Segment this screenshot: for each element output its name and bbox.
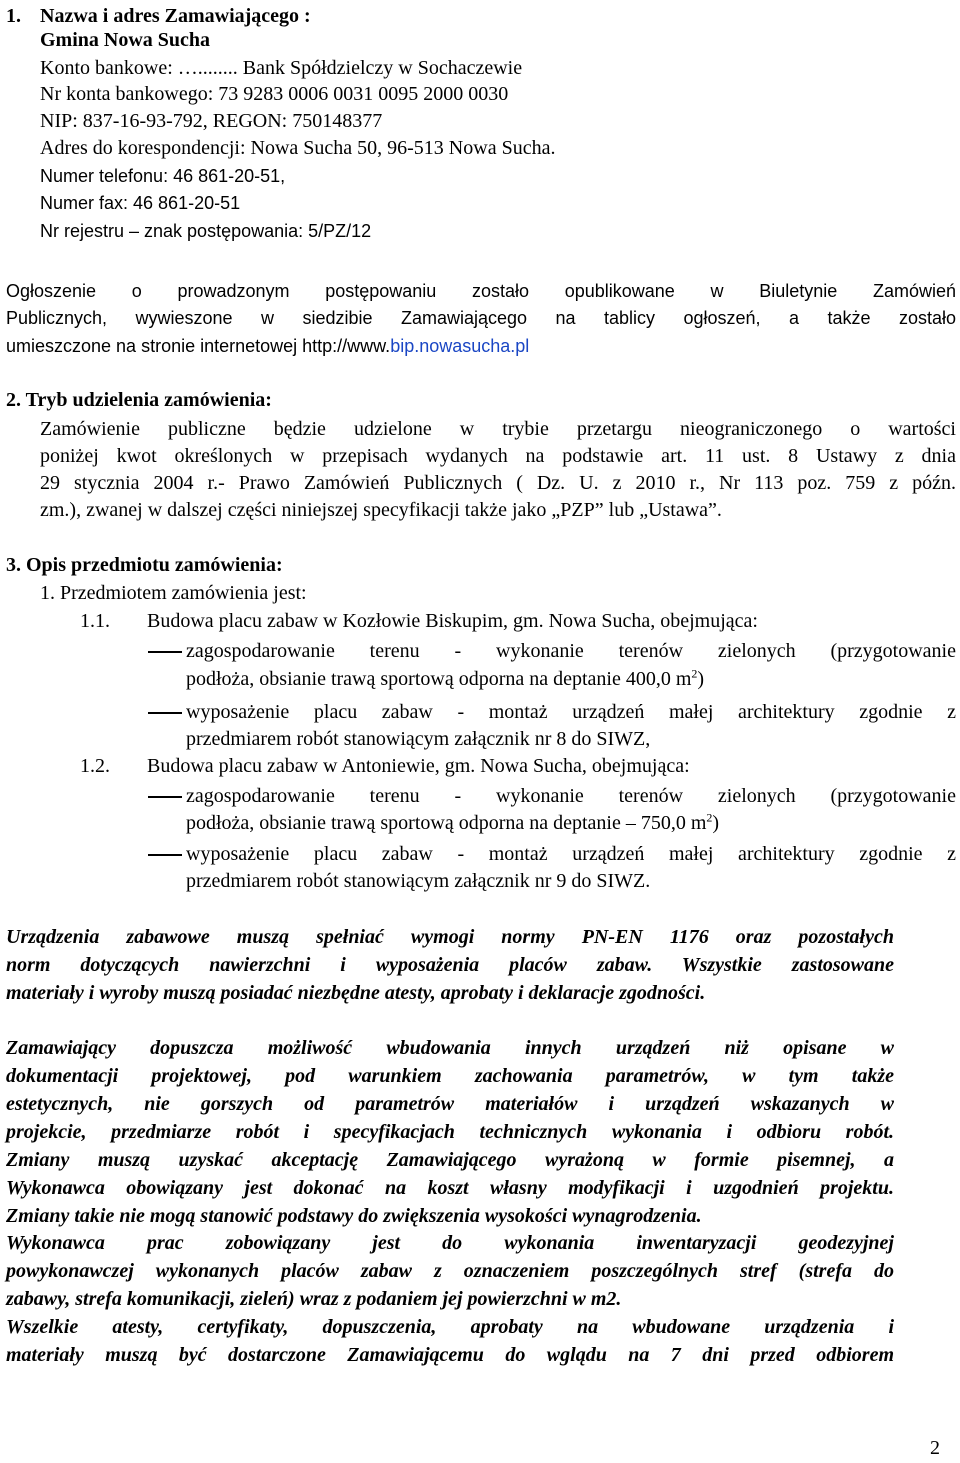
- requirements-line-1: Urządzenia zabawowe muszą spełniać wymogi normy PN-EN 1176 oraz pozostałych: [6, 926, 894, 948]
- item-1-1-bullet-1-line-1: zagospodarowanie terenu - wykonanie terenów zielonych (przygotowanie: [186, 640, 956, 662]
- superscript: 2: [691, 666, 698, 681]
- section-2-heading: 2. Tryb udzielenia zamówienia:: [6, 389, 272, 411]
- phone-line: Numer telefonu: 46 861-20-51,: [40, 166, 286, 186]
- certificates-line-2: materiały muszą być dostarczone Zamawiającemu do wglądu na 7 dni przed odbiorem: [6, 1344, 894, 1366]
- substitution-line-7: Zmiany takie nie mogą stanowić podstawy do zwiększenia wysokości wynagrodzenia.: [6, 1205, 702, 1227]
- substitution-line-2: dokumentacji projektowej, pod warunkiem zachowania parametrów, w tym także: [6, 1065, 894, 1087]
- substitution-line-5: Zmiany muszą uzyskać akceptację Zamawiającego wyrażoną w formie pisemnej, a: [6, 1149, 894, 1171]
- nip-regon-line: NIP: 837-16-93-792, REGON: 750148377: [40, 110, 383, 132]
- item-1-1-bullet-2-line-2: przedmiarem robót stanowiącym załącznik nr 8 do SIWZ,: [186, 728, 651, 750]
- substitution-line-6: Wykonawca obowiązany jest dokonać na koszt własny modyfikacji i uzgodnień projektu.: [6, 1177, 894, 1199]
- item-1-2-bullet-1-line-1: zagospodarowanie terenu - wykonanie terenów zielonych (przygotowanie: [186, 785, 956, 807]
- page-number: 2: [930, 1437, 940, 1459]
- dash-bullet-icon: [148, 712, 182, 714]
- inventory-line-2: powykonawczej wykonanych placów zabaw z oznaczeniem poszczególnych stref (strefa do: [6, 1260, 894, 1282]
- superscript: 2: [706, 810, 713, 825]
- item-1-1-bullet-1-line-2: [186, 666, 704, 693]
- item-1-2-bullet-2-line-2: przedmiarem robót stanowiącym załącznik nr 9 do SIWZ.: [186, 870, 651, 892]
- item-1-2-text: Budowa placu zabaw w Antoniewie, gm. Nowa Sucha, obejmująca:: [147, 755, 690, 777]
- section-3-subheading: 1. Przedmiotem zamówienia jest:: [40, 582, 307, 604]
- notice-line-2: Publicznych, wywieszone w siedzibie Zamawiającego na tablicy ogłoszeń, a także zostało: [6, 308, 956, 328]
- notice-line-3: [6, 333, 529, 360]
- item-1-2-bullet-1-line-2: [186, 810, 719, 837]
- substitution-line-4: projekcie, przedmiarze robót i specyfikacjach technicznych wykonania i odbioru robót.: [6, 1121, 894, 1143]
- bip-link[interactable]: bip.nowasucha.pl: [390, 336, 530, 356]
- register-line: Nr rejestru – znak postępowania: 5/PZ/12: [40, 221, 372, 241]
- dash-bullet-icon: [148, 796, 182, 798]
- section-2-line-4: zm.), zwanej w dalszej części niniejszej specyfikacji także jako „PZP” lub „Ustawa”.: [40, 499, 722, 521]
- item-1-1-bullet-2-line-1: wyposażenie placu zabaw - montaż urządzeń małej architektury zgodnie z: [186, 701, 956, 723]
- substitution-line-1: Zamawiający dopuszcza możliwość wbudowania innych urządzeń niż opisane w: [6, 1037, 894, 1059]
- notice-line-3-text: umieszczone na stronie internetowej http://www.: [6, 336, 391, 356]
- section-3-heading: 3. Opis przedmiotu zamówienia:: [6, 554, 283, 576]
- contracting-authority-name: Gmina Nowa Sucha: [40, 29, 211, 51]
- section-2-line-1: Zamówienie publiczne będzie udzielone w trybie przetargu nieograniczonego o wartości: [40, 418, 956, 440]
- account-number-line: Nr konta bankowego: 73 9283 0006 0031 0095 2000 0030: [40, 83, 509, 105]
- requirements-line-2: norm dotyczących nawierzchni i wyposażenia placów zabaw. Wszystkie zastosowane: [6, 954, 894, 976]
- dash-bullet-icon: [148, 854, 182, 856]
- item-1-1-bullet-1-text: podłoża, obsianie trawą sportową odporna na deptanie 400,0 m: [186, 668, 692, 690]
- section-2-line-2: poniżej kwot określonych w przepisach wydanych na podstawie art. 11 ust. 8 Ustawy z dnia: [40, 445, 956, 467]
- address-line: Adres do korespondencji: Nowa Sucha 50, 96-513 Nowa Sucha.: [40, 137, 556, 159]
- dash-bullet-icon: [148, 651, 182, 653]
- section-1-heading: Nazwa i adres Zamawiającego :: [40, 5, 311, 27]
- item-1-1-text: Budowa placu zabaw w Kozłowie Biskupim, gm. Nowa Sucha, obejmująca:: [147, 610, 758, 632]
- section-1-number: 1.: [6, 5, 21, 27]
- notice-line-1: Ogłoszenie o prowadzonym postępowaniu zostało opublikowane w Biuletynie Zamówień: [6, 281, 956, 301]
- section-2-line-3: 29 stycznia 2004 r.- Prawo Zamówień Publicznych ( Dz. U. z 2010 r., Nr 113 poz. 759 z późn.: [40, 472, 956, 494]
- item-1-1-number: 1.1.: [80, 610, 110, 632]
- bank-account-line: Konto bankowe: …........ Bank Spółdzielczy w Sochaczewie: [40, 57, 523, 79]
- item-1-2-bullet-1-text: podłoża, obsianie trawą sportową odporna na deptanie – 750,0 m: [186, 812, 707, 834]
- fax-line: Numer fax: 46 861-20-51: [40, 193, 241, 213]
- inventory-line-3: zabawy, strefa komunikacji, zieleń) wraz z podaniem jej powierzchni w m2.: [6, 1288, 622, 1310]
- item-1-2-bullet-2-line-1: wyposażenie placu zabaw - montaż urządzeń małej architektury zgodnie z: [186, 843, 956, 865]
- substitution-line-3: estetycznych, nie gorszych od parametrów materiałów i urządzeń wskazanych w: [6, 1093, 894, 1115]
- item-1-2-number: 1.2.: [80, 755, 110, 777]
- requirements-line-3: materiały i wyroby muszą posiadać niezbędne atesty, aprobaty i deklaracje zgodności.: [6, 982, 706, 1004]
- inventory-line-1: Wykonawca prac zobowiązany jest do wykonania inwentaryzacji geodezyjnej: [6, 1232, 894, 1254]
- closing-paren: ): [712, 812, 720, 834]
- certificates-line-1: Wszelkie atesty, certyfikaty, dopuszczenia, aprobaty na wbudowane urządzenia i: [6, 1316, 894, 1338]
- closing-paren: ): [697, 668, 705, 690]
